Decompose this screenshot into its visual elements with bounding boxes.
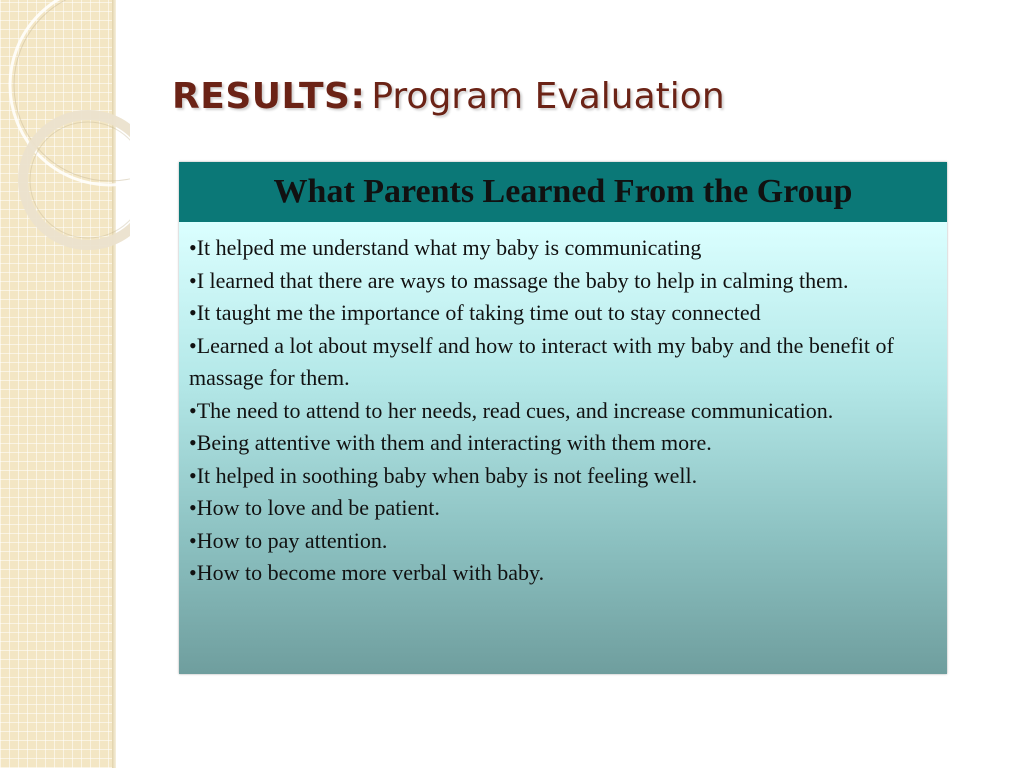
list-item [189,232,937,265]
decorative-rings-icon [0,0,130,260]
list-item-text: It helped me understand what my baby is communicating [196,235,702,260]
bullet-icon: • [189,397,197,423]
slide-title-subtitle: Program Evaluation [371,76,725,117]
bullet-icon: • [189,495,197,520]
list-item-text: It helped in soothing baby when baby is not feeling well. [196,462,698,488]
list-item-text: How to love and be patient. [196,495,440,520]
panel-header: What Parents Learned From the Group [179,162,947,222]
bullet-icon: • [189,267,197,293]
list-item [189,492,937,525]
bullet-icon: • [189,235,197,260]
bullet-icon: • [189,430,197,455]
list-item [189,297,937,330]
panel-body [179,222,947,674]
list-item [189,460,937,493]
list-item [189,395,937,428]
list-item [189,557,937,590]
slide-title-lead: RESULTS: [172,76,366,117]
list-item-text: It taught me the importance of taking time out to stay connected [196,300,761,325]
list-item-text: Being attentive with them and interacting with them more. [196,430,712,455]
list-item-text: How to pay attention. [196,527,388,553]
list-item-text: Learned a lot about myself and how to interact with my baby and the benefit of massage for them. [189,332,894,390]
bullet-icon: • [189,560,197,585]
list-item [189,427,937,460]
list-item-text: I learned that there are ways to massage the baby to help in calming them. [196,267,849,293]
slide-title [172,74,725,120]
bullet-icon: • [189,300,197,325]
list-item [189,525,937,558]
bullet-icon: • [189,527,197,553]
list-item-text: How to become more verbal with baby. [196,560,545,585]
list-item [189,330,937,395]
bullet-icon: • [189,462,197,488]
bullet-icon: • [189,332,197,358]
learning-panel [179,162,947,674]
list-item [189,265,937,298]
list-item-text: The need to attend to her needs, read cues, and increase communication. [196,397,834,423]
